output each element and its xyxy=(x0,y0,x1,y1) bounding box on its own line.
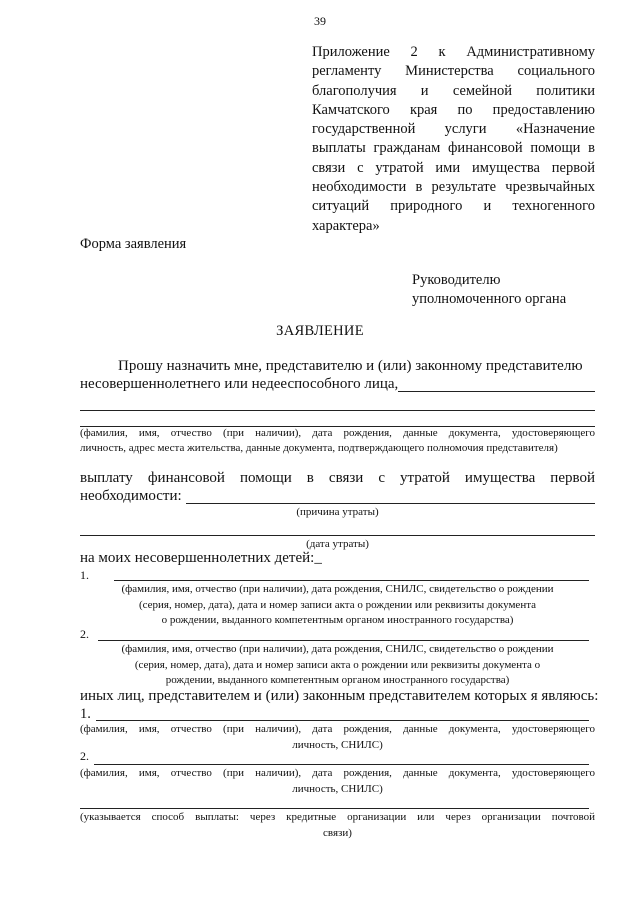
other-2-caption-line: личность, СНИЛС) xyxy=(292,782,383,795)
payment-method-input-line[interactable] xyxy=(80,808,589,809)
appendix-line: выплаты гражданам финансовой помощи в xyxy=(312,140,595,157)
appendix-line: государственной услуги «Назначение xyxy=(312,121,595,138)
addressee-line-1: Руководителю xyxy=(412,272,501,288)
other-1-caption xyxy=(80,722,595,753)
payment-method-caption-line: связи) xyxy=(323,826,352,839)
child-2-input-line[interactable] xyxy=(98,640,589,641)
addressee-line-2: уполномоченного органа xyxy=(412,291,567,307)
appendix-line: Камчатского края по предоставлению xyxy=(312,101,595,118)
document-title: ЗАЯВЛЕНИЕ xyxy=(276,323,364,339)
child-1-number: 1. xyxy=(80,568,89,582)
page-number: 39 xyxy=(314,14,326,28)
other-1-input-line[interactable] xyxy=(96,720,589,721)
other-2-caption xyxy=(80,766,595,797)
date-caption: (дата утраты) xyxy=(306,538,369,550)
other-1-caption-line: личность, СНИЛС) xyxy=(292,738,383,751)
request-line-2: несовершеннолетнего или недееспособного лица, xyxy=(80,376,399,392)
other-1-number: 1. xyxy=(80,706,91,722)
other-2-input-line[interactable] xyxy=(94,764,589,765)
appendix-line: регламенту Министерства социального xyxy=(312,63,595,80)
other-2-number: 2. xyxy=(80,749,89,763)
appendix-line: ситуаций природного и техногенного xyxy=(312,198,595,215)
payment-method-caption-line: (указывается способ выплаты: через кредитные организации или через организации почтовой xyxy=(80,811,595,823)
applicant-input-line-2[interactable] xyxy=(80,410,595,411)
children-heading: на моих несовершеннолетних детей:_ xyxy=(80,550,322,566)
payment-line-1: выплату финансовой помощи в связи с утратой имущества первой xyxy=(80,470,595,486)
appendix-line: связи с утратой ими имущества первой xyxy=(312,159,595,176)
applicant-input-line[interactable] xyxy=(398,391,595,392)
child-2-caption-line: (фамилия, имя, отчество (при наличии), дата рождения, СНИЛС, свидетельство о рождении xyxy=(121,643,554,655)
appendix-line: необходимости в результате чрезвычайных xyxy=(312,179,595,196)
request-line-1: Прошу назначить мне, представителю и (или) законному представителю xyxy=(118,358,583,374)
child-1-caption-line: (фамилия, имя, отчество (при наличии), дата рождения, СНИЛС, свидетельство о рождении xyxy=(121,583,554,595)
reason-input-line[interactable] xyxy=(186,503,595,504)
other-1-caption-line: (фамилия, имя, отчество (при наличии), дата рождения, данные документа, удостоверяющего xyxy=(80,723,595,735)
child-1-caption xyxy=(80,582,595,629)
child-1-input-line[interactable] xyxy=(114,580,589,581)
appendix-line: Приложение 2 к Административному xyxy=(312,44,595,60)
payment-method-caption xyxy=(80,810,595,841)
appendix-note xyxy=(312,43,595,236)
child-2-number: 2. xyxy=(80,627,89,641)
child-2-caption-line: рождении, выданного компетентным органом иностранного государства) xyxy=(165,674,510,686)
applicant-caption-line-1: (фамилия, имя, отчество (при наличии), дата рождения, данные документа, удостоверяющего xyxy=(80,427,595,439)
child-1-caption-line: (серия, номер, дата), дата и номер записи акта о рождении или реквизиты документа xyxy=(138,598,537,611)
appendix-line: благополучия и семейной политики xyxy=(312,82,595,99)
reason-caption: (причина утраты) xyxy=(296,506,379,518)
form-label: Форма заявления xyxy=(80,236,187,252)
payment-line-2: необходимости: xyxy=(80,488,182,504)
child-1-caption-line: о рождении, выданного компетентным органом иностранного государства) xyxy=(161,614,514,626)
other-2-caption-line: (фамилия, имя, отчество (при наличии), дата рождения, данные документа, удостоверяющего xyxy=(80,767,595,779)
applicant-caption-line-2: личность, адрес места жительства, данные документа, подтверждающего полномочия представителя) xyxy=(80,442,558,454)
child-2-caption xyxy=(80,642,595,689)
child-2-caption-line: (серия, номер, дата), дата и номер записи акта о рождении или реквизиты документа о xyxy=(134,658,541,671)
date-input-line[interactable] xyxy=(80,535,595,536)
appendix-line: характера» xyxy=(312,217,380,234)
others-heading: иных лиц, представителем и (или) законным представителем которых я являюсь: xyxy=(80,688,599,704)
